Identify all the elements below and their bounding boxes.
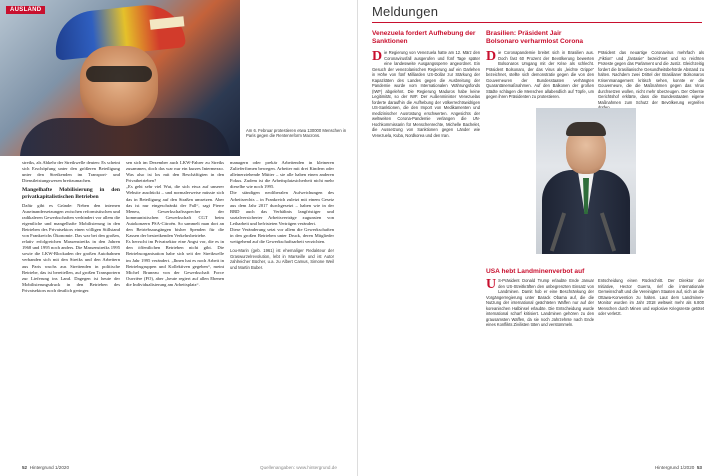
magazine-name: Hintergrund 1/2020: [29, 465, 70, 470]
article-venezuela: [372, 50, 480, 138]
drop-cap: D: [372, 49, 383, 64]
paragraph: Die ständigen neoliberalen Aufweichungen des Arbeitsrechts – in Frankreich zuletzt mit einem Gesetz aus dem Jahr 2017 durchgesetzt – haben wie in der BRD auch das Verhältnis langfristiger und sozialversicherter Arbeitsverträge zugunsten von Leiharbeit und befristeten Verträgen verändert.: [230, 190, 334, 226]
right-page: [357, 0, 714, 476]
magazine-name: Hintergrund 1/2020: [654, 465, 695, 470]
footer-right: [655, 465, 702, 470]
article-body: S-Präsident Donald Trump erlaubte Ende Januar den US-Streitkräften den unbegrenzten Einsatz von Landminen. Damit hob er eine Beschränkung der Vorgängerregierung unter Barack Obama auf, die die Nutzung der international geächteten Waffen nur auf der koreanischen Halbinsel erlaubte. Die Entscheidung wurde international scharf kritisiert. Landminen gehören zu den grausamsten Waffen, da sie noch Jahrzehnte nach Ende eines Konflikts Zivilisten töten und verstümmeln.: [486, 278, 594, 327]
page-number: 52: [22, 465, 28, 470]
paragraph: streiks, als Abkehr der Streikwelle deuten: Es scheint sich Erschöpfung unter den größeren Beteiligung unter den Streikenden im Transport- und Dienstleistungswesen breitzumachen.: [22, 160, 120, 184]
section-label: AUSLAND: [6, 6, 45, 14]
drop-cap: U: [486, 278, 497, 292]
article-brasilien: [486, 50, 594, 106]
paragraph: „Es geht sehr viel Wut, die sich etwa auf unserer Website ausdrückt – und normalerweise müsste sich das in Beteiligung auf den Straßen umsetzen. Aber das ist nur eingeschränkt der Fall“, sagt Pierre Meneu, Gewerkschaftssprecher der kommunistischen Gewerkschaft CGT beim Autokonzern PSA-Citroën. So sammelt man dort an den Betriebsausgängen bisher Spenden für die Kassen der bestreikenden Verkehrsbetriebe.: [126, 184, 224, 239]
headline-brasilien: Brasilien: Präsident Jair Bolsonaro verharmlost Corona: [486, 30, 584, 45]
protest-photo: [0, 0, 240, 156]
page-number: 53: [696, 465, 702, 470]
paragraph: Dafür gibt es Gründe: Neben den internen Auseinandersetzungen zwischen reformistischen und radikaleren Gewerkschaften verhindert vor allem die eigentliche und mangelhafte Mobilisierung in den Betrieben des Privatsektors einen völligen Stillstand von Frankreichs Ökonomie. Das war bei den großen, relativ erfolgreichen Massenstreiks in den Jahren 1968 und 1995 noch anders. Die Massenstreiks 1995 sowie die LKW-Blockaden der großen Autobahnen verbanden sich mit den Streiks und den Arbeitern aus Paris wuchs aus Streitenden in politische Betriebe, das ist bereitellen, auf großen Transportern zur Lieferung ins Land. Dagegen ist heute der Mobilisierungsdruck in den Betrieben des Privatsektors noch deutlich geringer.: [22, 202, 120, 293]
paragraph: sen sich im Dezember auch LKW-Fahrer zu Streiks zusammen, doch das war nur ein kurzes Intermezzo. Was also ist los mit den Beschäftigten in den Privatbetrieben?: [126, 160, 224, 184]
headline-venezuela: Venezuela fordert Aufhebung der Sanktionen: [372, 30, 476, 45]
section-rule: [372, 22, 702, 23]
article-body: ie Coronapandemie breitet sich in Brasilien aus. Doch fast 60 Prozent der Bevölkerung bewerten Bolsonaros Umgang mit der Krise als schlecht. Präsident Bolsonaro, der das Virus als „leichte Grippe“ bezeichnet, stellte sich demonstrativ gegen die von den Gouverneuren der Bundesstaaten verhängten Quarantänemaßnahmen. Auf den Balkonen der großen Städte schlagen die Menschen allabendlich auf Töpfe, um gegen ihren Präsidenten zu protestieren.: [486, 50, 594, 99]
headline-usa: USA hebt Landminenverbot auf: [486, 268, 585, 275]
paragraph: managern oder prekär Arbeitenden in kleineren Zulieferfirmen bewegen. Arbeiter mit drei Kindern oder alleinerziehende Mütter – sie alle haben einen anderen Fokus. Zudem ist die Arbeitsplatzsicherheit nicht mehr dieselbe wie noch 1995.: [230, 160, 334, 190]
article-body: ie Regierung von Venezuela hatte am 12. März den Coronavirusfall ausgerufen und fünf Tage später eine landesweite Ausgangssperre angeordnet. Ein Gesuch der venezolanischen Regierung auf ein Darlehen in Höhe von fünf Milliarden US-Dollar zur Stärkung der Kapazitäten des Landes gegen die Ausbreitung der Pandemie wurde vom Internationalen Währungsfonds (IWF) abgelehnt. Die Regierung Maduros habe keine Legitimität, so der IWF. Der Außenminister Venezuelas forderte daraufhin die Aufhebung der völkerrechtswidrigen US-Sanktionen, die den Import von Medikamenten und medizinischer Ausrüstung erschwerten. Angesichts der weltweiten Corona-Pandemie verlangen die UN-Hochkommissarin für Menschenrechte, Michelle Bachelet, die Aussetzung von Sanktionen gegen Länder wie Venezuela, Kuba, Nordkorea und den Iran.: [372, 50, 480, 138]
subheading: Mangelhafte Mobilisierung in den privatkapitalistischen Betrieben: [22, 187, 120, 200]
footer-sources: Quellenangaben: www.hintergrund.de: [260, 465, 337, 470]
article-column-3: [230, 160, 334, 270]
article-usa-continued: Entscheidung einen Rückschritt. Der Direktor der Initiative, Hector Guerra, rief die internationale Gemeinschaft und die Vereinigten Staaten auf, sich an die Ottawa-Konvention zu halten. Laut dem Landminen-Monitor wurden im Jahr 2018 weltweit mehr als 6.800 Menschen durch Minen und explosive Kriegsreste getötet oder verletzt.: [598, 278, 704, 316]
paragraph: Es herrscht im Privatsektor eine Angst vor, die es in den öffentlichen Betrieben nicht gibt. Die Betriebsorganisation habe sich seit der Streikwelle im Jahr 1995 verändert. „Ihnen hat es noch Arbeit in Betriebsgruppen und Kollektiven gegeben“, meint Michel Bruneau von der Gewerkschaft Force Ouvrière (FO), aber „heute regiert auf allen Ebenen die Individualisierung am Arbeitsplatz“.: [126, 239, 224, 287]
article-column-1: [22, 160, 120, 294]
photo-caption: Am 6. Februar protestieren etwa 130000 Menschen in Paris gegen die Rentenreform Macrons.: [246, 128, 347, 139]
section-title: Meldungen: [372, 4, 439, 19]
article-column-2: [126, 160, 224, 288]
paragraph: Diese Veränderung setzt vor allem die Gewerkschaften in den großen Betrieben unter Druck, deren Mitglieder weitgehend auf die Gewerkschaftsarbeit verzichten.: [230, 227, 334, 245]
photo-glasses-shape: [86, 66, 152, 82]
footer-left: [22, 465, 69, 470]
bolsonaro-portrait: [536, 108, 636, 254]
author-bio: Lou-Marin (geb. 1961) ist ehemaliger Redakteur der Graswurzelrevolution, lebt in Marseille und ist Autor zahlreicher Bücher, u.a. zu Albert Camus, Simone Weil und Martin Buber.: [230, 248, 334, 270]
drop-cap: D: [486, 50, 497, 64]
portrait-hair-shape: [566, 122, 606, 136]
photo-face-shape: [80, 46, 158, 126]
article-usa: [486, 278, 594, 458]
article-brasilien-continued: Präsident das neuartige Coronavirus mehrfach als „Fiktion“ und „fantasie“ bezeichnet und so reichten Proteste gegen das Parlament und die Justiz. Gleichzeitig fordert die brasilianische Gesundheitsbehörde Abstand zu halten. Nachdem zwei Drittel der Brasilianer Bolsonaros Krisenmanagement kritisch sehen, konnte er die Gouverneure, die die Maßnahmen gegen das Virus durchsetzen wollen, nicht mehr überzeugen. Der Oberste Gerichtshof erklärte, dass die Bundesstaaten eigene Maßnahmen zum Schutz der Bevölkerung ergreifen: [598, 50, 704, 105]
